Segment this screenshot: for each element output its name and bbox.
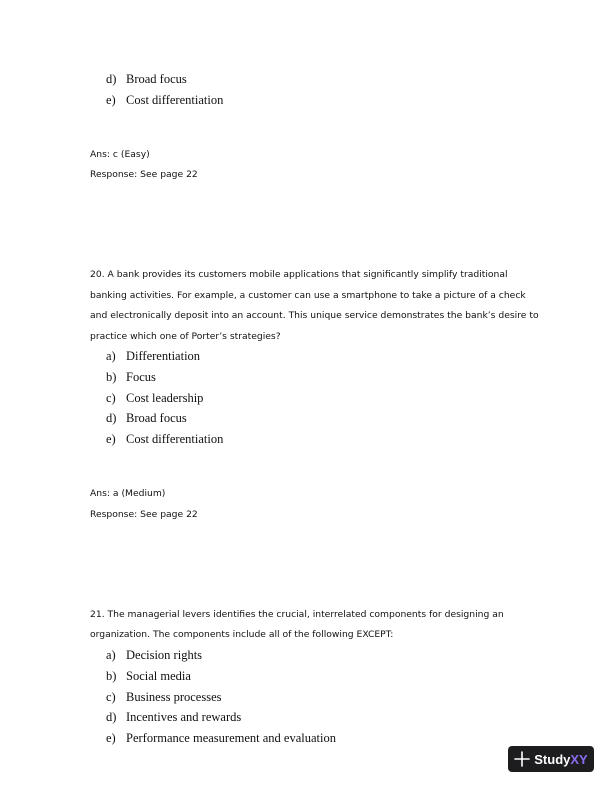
q20-answer-line: Ans: a (Medium) [90, 488, 166, 499]
question-20-line-3: and electronically deposit into an account. This unique service demonstrates the bank’s desire to [90, 310, 539, 321]
option-e: e) Cost differentiation [106, 93, 224, 107]
q21-option-b: b) Social media [106, 669, 191, 683]
q20-option-c: c) Cost leadership [106, 391, 204, 405]
badge-wordmark: StudyXY [534, 751, 588, 767]
option-d: d) Broad focus [106, 72, 187, 86]
studyxy-badge[interactable] [508, 746, 594, 772]
answer-line: Ans: c (Easy) [90, 149, 150, 160]
q20-option-b: b) Focus [106, 370, 156, 384]
question-20-line-1: 20. A bank provides its customers mobile applications that significantly simplify traditional [90, 269, 508, 280]
q20-option-d: d) Broad focus [106, 411, 187, 425]
response-line: Response: See page 22 [90, 169, 198, 180]
question-20-line-2: banking activities. For example, a customer can use a smartphone to take a picture of a check [90, 290, 526, 301]
q21-option-c: c) Business processes [106, 690, 222, 704]
q21-option-d: d) Incentives and rewards [106, 710, 242, 724]
question-20-line-4: practice which one of Porter’s strategies? [90, 331, 281, 342]
q20-response-line: Response: See page 22 [90, 509, 198, 520]
question-21-line-1: 21. The managerial levers identifies the crucial, interrelated components for designing an [90, 609, 504, 620]
q21-option-a: a) Decision rights [106, 648, 203, 662]
q20-option-e: e) Cost differentiation [106, 432, 224, 446]
question-21-line-2: organization. The components include all of the following EXCEPT: [90, 629, 394, 640]
plus-cross-icon [514, 751, 530, 767]
q20-option-a: a) Differentiation [106, 349, 201, 363]
q21-option-e: e) Performance measurement and evaluation [106, 731, 336, 745]
